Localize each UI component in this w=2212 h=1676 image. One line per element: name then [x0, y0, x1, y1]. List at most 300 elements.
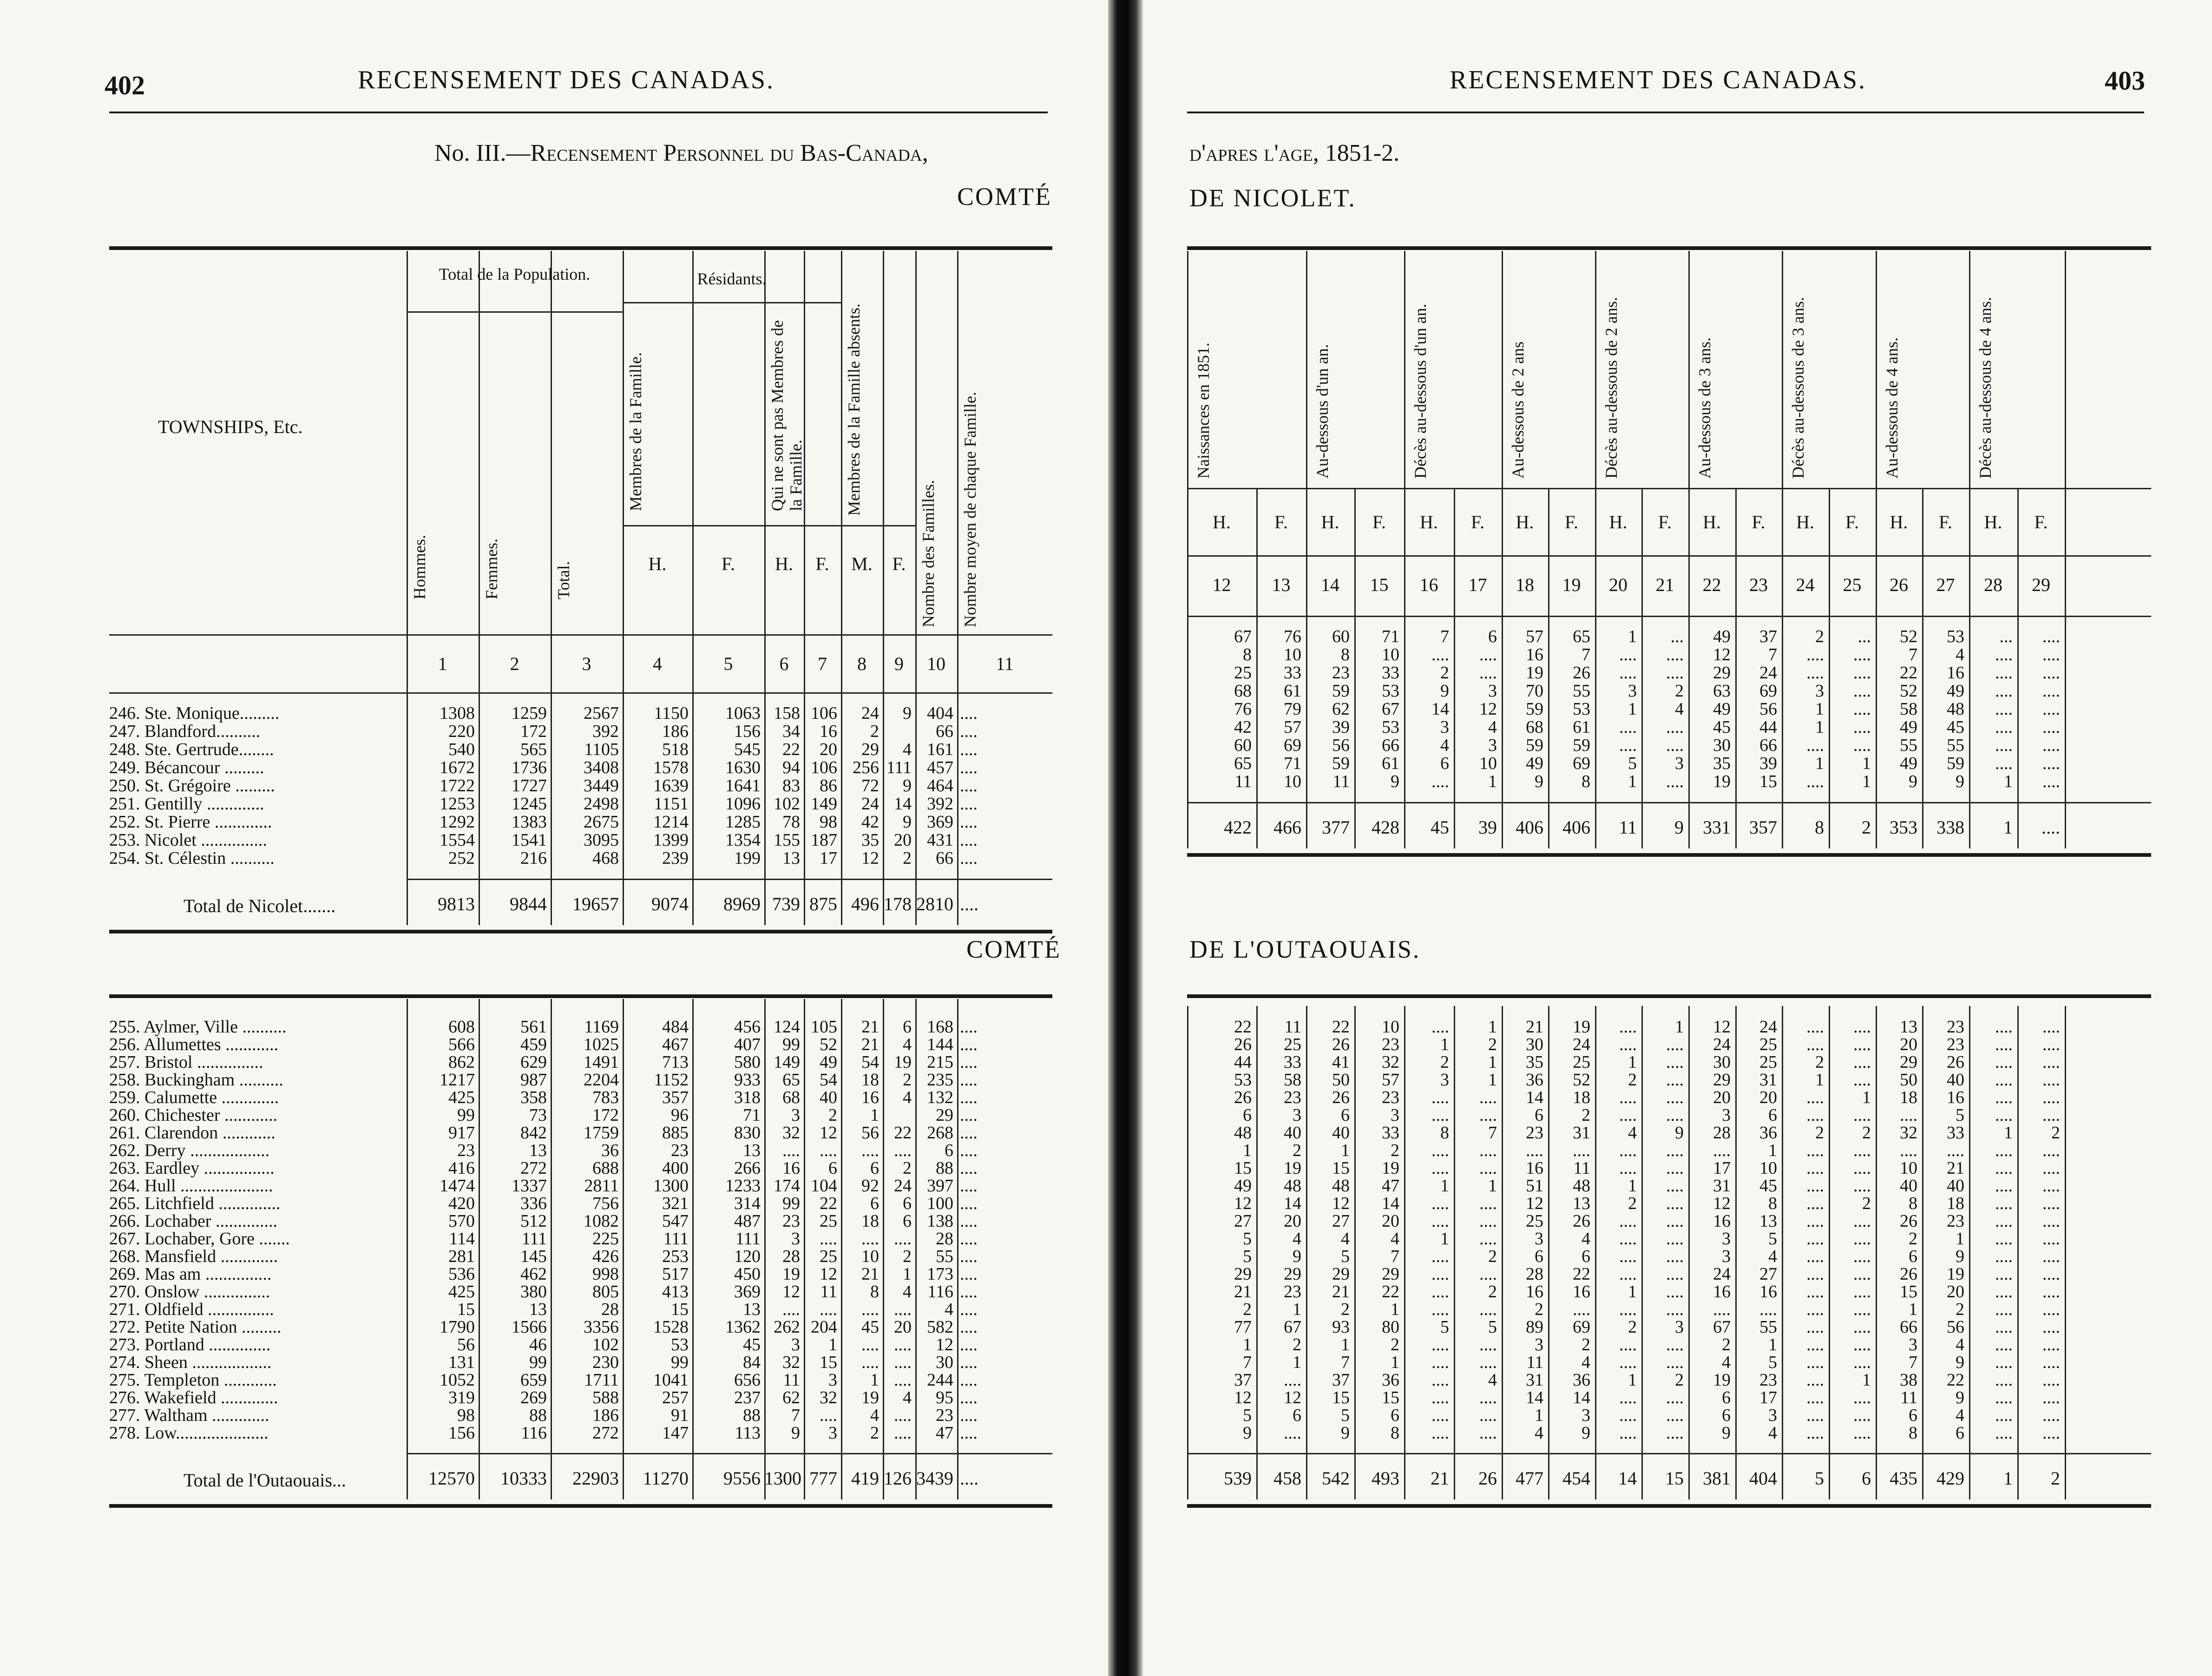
table-cell: ....	[1853, 1035, 1871, 1054]
table-cell: 9	[903, 776, 912, 795]
table-cell: 4	[903, 1282, 912, 1301]
table-cell: 15	[1234, 1158, 1252, 1178]
table-cell: 10	[1382, 1017, 1399, 1037]
table-cell: ....	[1995, 1406, 2013, 1425]
table-cell: 545	[734, 740, 761, 759]
column-rule	[915, 251, 917, 697]
total-cell: 6	[1862, 1468, 1871, 1489]
table-cell: 4	[1768, 1247, 1777, 1266]
table-cell: 1	[1391, 1353, 1399, 1372]
table-cell: 12	[820, 1123, 837, 1143]
table-cell: 19	[782, 1264, 800, 1284]
table-cell: 58	[1284, 1070, 1301, 1090]
table-cell: 50	[1332, 1070, 1350, 1090]
table-cell: 2	[1341, 1300, 1350, 1319]
table-cell: 42	[1234, 717, 1252, 737]
table-cell: 580	[734, 1052, 761, 1072]
table-cell: 69	[1573, 754, 1590, 773]
table-cell: ....	[1806, 1035, 1824, 1054]
table-cell: 4	[1768, 1423, 1777, 1443]
table-cell: ....	[960, 1300, 978, 1319]
column-rule	[551, 692, 552, 925]
table-cell: 6	[1341, 1105, 1350, 1125]
table-cell: 10	[1759, 1158, 1777, 1178]
column-rule	[1735, 488, 1737, 616]
total-cell: 739	[772, 894, 800, 914]
subheader-label: F.	[1752, 512, 1766, 532]
table-cell: 281	[448, 1247, 475, 1266]
table-title	[434, 139, 928, 167]
table-cell: 5	[1243, 1229, 1252, 1249]
table-cell: 32	[820, 1388, 837, 1407]
table-cell: ....	[1479, 1423, 1497, 1443]
table-cell: 40	[1900, 1176, 1917, 1196]
table-cell: 6	[903, 1211, 912, 1231]
table-cell: ....	[1806, 1406, 1824, 1425]
table-cell: 98	[457, 1406, 475, 1425]
table-cell: 23	[936, 1406, 953, 1425]
table-cell: 120	[734, 1247, 761, 1266]
row-label: 266. Lochaber ..............	[109, 1212, 277, 1230]
table-cell: 199	[734, 848, 761, 868]
table-cell: 2	[1956, 1300, 1964, 1319]
total-row-label: Total de Nicolet.......	[184, 895, 336, 916]
table-cell: 172	[592, 1105, 619, 1125]
table-cell: ....	[1431, 1211, 1449, 1231]
table-cell: 536	[448, 1264, 475, 1284]
table-cell: 66	[1900, 1317, 1917, 1337]
table-cell: 14	[1526, 1388, 1543, 1407]
table-cell: 86	[820, 776, 837, 795]
table-cell: 49	[1947, 681, 1964, 701]
total-cell: 331	[1703, 817, 1731, 838]
column-rule	[764, 251, 766, 697]
table-cell: 111	[521, 1229, 547, 1249]
column-rule	[1187, 1006, 1188, 1499]
column-rule	[479, 251, 480, 697]
table-cell: 66	[1759, 736, 1777, 755]
table-cell: ....	[960, 703, 978, 723]
table-cell: 19	[861, 1388, 879, 1407]
total-cell: 454	[1562, 1468, 1590, 1489]
table-cell: 6	[903, 1194, 912, 1213]
table-cell: ....	[1995, 1070, 2013, 1090]
table-cell: 186	[592, 1406, 619, 1425]
table-cell: ....	[1995, 1229, 2013, 1249]
table-cell: ....	[1806, 772, 1824, 791]
table-cell: 5	[1488, 1317, 1497, 1337]
table-cell: 29	[1284, 1264, 1301, 1284]
table-cell: 517	[662, 1264, 689, 1284]
column-rule	[1735, 1006, 1737, 1499]
column-header-8: Au-dessous de 4 ans.	[1883, 337, 1901, 479]
table-cell: ....	[960, 1176, 978, 1196]
table-cell: ....	[960, 1088, 978, 1107]
table-cell: 38	[1900, 1370, 1917, 1390]
column-rule	[1404, 616, 1405, 848]
table-cell: 116	[927, 1282, 953, 1301]
table-cell: 52	[1900, 627, 1917, 646]
table-cell: ....	[2042, 1388, 2060, 1407]
table-cell: 33	[1284, 1052, 1301, 1072]
table-cell: 3	[1391, 1105, 1399, 1125]
table-cell: 13	[782, 848, 800, 868]
row-label: 246. Ste. Monique.........	[109, 704, 280, 723]
column-rule	[1354, 1006, 1356, 1499]
table-cell: ....	[1431, 1105, 1449, 1125]
table-cell: ....	[2042, 1158, 2060, 1178]
table-cell: ....	[782, 1141, 800, 1160]
column-header-5: Décès au-dessous de 2 ans.	[1602, 297, 1621, 479]
table-cell: ....	[1479, 645, 1497, 664]
table-cell: 26	[1573, 1211, 1590, 1231]
table-cell: 24	[1713, 1035, 1731, 1054]
table-cell: ....	[1619, 1264, 1637, 1284]
total-cell: 11270	[643, 1468, 689, 1489]
table-cell: 29	[1900, 1052, 1917, 1072]
table-cell: ....	[1995, 1300, 2013, 1319]
table-cell: 3	[1293, 1105, 1301, 1125]
table-cell: 156	[734, 722, 761, 741]
table-cell: 1	[1862, 754, 1871, 773]
table-cell: 12	[1713, 1194, 1731, 1213]
table-cell: 4	[1488, 1370, 1497, 1390]
table-cell: 4	[1582, 1353, 1590, 1372]
table-cell: 7	[1768, 645, 1777, 664]
table-cell: 413	[662, 1282, 689, 1301]
total-cell: 338	[1936, 817, 1964, 838]
table-cell: 4	[1391, 1229, 1399, 1249]
table-cell: 237	[734, 1388, 761, 1407]
column-number: 28	[1984, 574, 2002, 595]
column-rule	[1969, 251, 1970, 616]
table-title-number: No. III.—	[434, 140, 531, 166]
table-cell: ....	[960, 1406, 978, 1425]
table-cell: ....	[1995, 1052, 2013, 1072]
total-cell: 875	[809, 894, 837, 914]
row-label: 278. Low.....................	[109, 1424, 269, 1442]
total-cell: 5	[1815, 1468, 1824, 1489]
column-rule	[1641, 1006, 1643, 1499]
table-title-text: Recensement Personnel du Bas-Canada,	[530, 140, 928, 166]
total-cell: ....	[2041, 817, 2060, 838]
table-cell: 7	[1341, 1353, 1350, 1372]
table-cell: 16	[782, 1158, 800, 1178]
table-cell: ....	[1431, 772, 1449, 791]
table-cell: 33	[1382, 663, 1399, 683]
table-cell: 24	[861, 794, 879, 814]
table-cell: 3356	[584, 1317, 619, 1337]
table-cell: 3	[1909, 1335, 1917, 1354]
table-cell: 216	[520, 848, 547, 868]
table-cell: ....	[2042, 1105, 2060, 1125]
table-cell: ....	[894, 1335, 912, 1354]
table-cell: 29	[1234, 1264, 1252, 1284]
table-cell: 49	[1234, 1176, 1252, 1196]
table-cell: 1	[1488, 1176, 1497, 1196]
table-cell: 4	[1956, 1335, 1964, 1354]
table-cell: 13	[1900, 1017, 1917, 1037]
row-label: 249. Bécancour .........	[109, 758, 264, 777]
table-cell: 3	[1535, 1335, 1543, 1354]
table-cell: 48	[1284, 1176, 1301, 1196]
table-cell: ....	[1806, 1158, 1824, 1178]
table-cell: 92	[861, 1176, 879, 1196]
table-cell: 688	[592, 1158, 619, 1178]
table-cell: 1245	[512, 794, 547, 814]
table-cell: 168	[927, 1017, 953, 1037]
column-number: 24	[1796, 574, 1815, 595]
table-cell: 2	[1675, 681, 1684, 701]
table-cell: 12	[861, 848, 879, 868]
table-cell: 272	[592, 1423, 619, 1443]
row-label: 247. Blandford..........	[109, 722, 261, 741]
table-cell: 89	[1526, 1317, 1543, 1337]
table-cell: 10	[1284, 645, 1301, 664]
comte-label-2: COMTÉ	[966, 935, 1061, 963]
running-head-left: RECENSEMENT DES CANADAS.	[358, 66, 775, 94]
table-cell: 2	[1488, 1035, 1497, 1054]
table-cell: 66	[936, 722, 953, 741]
table-cell: 987	[520, 1070, 547, 1090]
table-cell: 756	[592, 1194, 619, 1213]
table-cell: ....	[1666, 1423, 1684, 1443]
column-rule	[1922, 488, 1923, 616]
table-cell: 862	[448, 1052, 475, 1072]
table-cell: 518	[662, 740, 689, 759]
column-rule	[841, 251, 842, 697]
table-cell: 57	[1382, 1070, 1399, 1090]
table-cell: 1	[1862, 1088, 1871, 1107]
column-rule	[1782, 616, 1783, 848]
table-cell: 1790	[440, 1317, 475, 1337]
table-cell: 6	[1722, 1388, 1731, 1407]
table-cell: 1052	[440, 1370, 475, 1390]
table-cell: ...	[1670, 627, 1684, 646]
table-cell: 17	[1713, 1158, 1731, 1178]
table-cell: ....	[1666, 1158, 1684, 1178]
table-cell: 2	[1243, 1300, 1252, 1319]
table-cell: 4	[1535, 1423, 1543, 1443]
table-cell: 16	[1526, 645, 1543, 664]
table-cell: 7	[1582, 645, 1590, 664]
table-cell: 26	[1573, 663, 1590, 683]
table-cell: 8	[1391, 1423, 1399, 1443]
table-cell: 268	[927, 1123, 953, 1143]
column-number: 5	[723, 653, 733, 674]
total-cell: 9813	[438, 894, 475, 914]
table-cell: 6	[1535, 1105, 1543, 1125]
total-cell: 21	[1431, 1468, 1449, 1489]
total-cell: 11	[1619, 817, 1637, 838]
table-cell: 28	[1526, 1264, 1543, 1284]
table-cell: ....	[1479, 1406, 1497, 1425]
table-cell: ....	[1806, 1194, 1824, 1213]
table-cell: ....	[960, 1335, 978, 1354]
table-cell: 8	[870, 1282, 879, 1301]
table-cell: 21	[1332, 1282, 1350, 1301]
table-cell: ....	[1853, 699, 1871, 719]
table-cell: ....	[960, 722, 978, 741]
table-cell: 59	[1947, 754, 1964, 773]
table-cell: 713	[662, 1052, 689, 1072]
table-cell: 155	[774, 830, 800, 850]
table-cell: 30	[1713, 736, 1731, 755]
table-cell: 47	[1382, 1176, 1399, 1196]
table-cell: ....	[1573, 1300, 1590, 1319]
table-cell: 25	[1234, 663, 1252, 683]
table-cell: ....	[1619, 1141, 1637, 1160]
table-cell: ....	[1806, 663, 1824, 683]
table-cell: 68	[782, 1088, 800, 1107]
table-cell: 225	[592, 1229, 619, 1249]
table-cell: ....	[1806, 1388, 1824, 1407]
column-rule	[841, 692, 842, 925]
table-cell: 4	[945, 1300, 953, 1319]
total-cell: 422	[1224, 817, 1252, 838]
table-cell: 8	[1341, 645, 1350, 664]
row-label: 256. Allumettes ............	[109, 1035, 279, 1054]
table-cell: 44	[1234, 1052, 1252, 1072]
table-cell: 39	[1332, 717, 1350, 737]
table-cell: 33	[1284, 663, 1301, 683]
table-cell: 6	[903, 1017, 912, 1037]
table-cell: 484	[662, 1017, 689, 1037]
table-cell: 2	[1722, 1335, 1731, 1354]
table-cell: 1214	[653, 812, 689, 832]
table-cell: 15	[1382, 1388, 1399, 1407]
table-cell: ....	[1806, 645, 1824, 664]
table-cell: ....	[1995, 1035, 2013, 1054]
table-cell: 28	[782, 1247, 800, 1266]
table-cell: 16	[1526, 1282, 1543, 1301]
column-rule	[1969, 616, 1970, 848]
column-rule	[764, 1006, 766, 1499]
table-cell: 14	[894, 794, 912, 814]
table-cell: 4	[1956, 1406, 1964, 1425]
table-cell: 3	[1675, 754, 1684, 773]
subheader-label: H.	[1703, 512, 1721, 532]
table-cell: 66	[936, 848, 953, 868]
table-cell: 933	[734, 1070, 761, 1090]
table-cell: 10	[1284, 772, 1301, 791]
table-cell: ....	[1619, 1300, 1637, 1319]
table-cell: 10	[1382, 645, 1399, 664]
row-label: 276. Wakefield .............	[109, 1388, 278, 1407]
table-cell: 369	[734, 1282, 761, 1301]
column-rule	[1688, 1006, 1690, 1499]
table-cell: ....	[960, 812, 978, 832]
table-cell: 1217	[440, 1070, 475, 1090]
table-cell: 174	[774, 1176, 800, 1196]
table-cell: 60	[1234, 736, 1252, 755]
table-cell: 3449	[584, 776, 619, 795]
table-cell: 1	[1488, 1070, 1497, 1090]
table-cell: 186	[662, 722, 689, 741]
table-cell: ....	[2042, 1423, 2060, 1443]
table-cell: ....	[960, 1211, 978, 1231]
table-cell: 68	[1526, 717, 1543, 737]
table-cell: 1	[1628, 627, 1637, 646]
table-cell: 6	[1956, 1423, 1964, 1443]
table-cell: ....	[1573, 1141, 1590, 1160]
table-cell: 407	[734, 1035, 761, 1054]
right-page	[1141, 0, 2212, 1676]
table-bottom-rule	[1187, 853, 2151, 857]
table-cell: ....	[960, 758, 978, 777]
table-cell: 32	[782, 1123, 800, 1143]
table-cell: ....	[960, 1229, 978, 1249]
table-cell: ....	[2042, 1211, 2060, 1231]
column-rule	[1306, 1006, 1307, 1499]
table-cell: 26	[1332, 1088, 1350, 1107]
column-number: 9	[894, 653, 904, 674]
table-cell: 11	[783, 1370, 800, 1390]
table-cell: ....	[2042, 754, 2060, 773]
table-cell: ....	[960, 830, 978, 850]
table-cell: 15	[1332, 1388, 1350, 1407]
table-cell: 147	[662, 1423, 689, 1443]
table-cell: 369	[927, 812, 953, 832]
table-cell: 36	[601, 1141, 619, 1160]
column-rule	[1595, 616, 1596, 848]
table-cell: 4	[870, 1406, 879, 1425]
table-cell: 44	[1759, 717, 1777, 737]
table-cell: ....	[1431, 1141, 1449, 1160]
table-cell: 1041	[653, 1370, 689, 1390]
table-cell: 23	[1382, 1088, 1399, 1107]
table-cell: 3	[1722, 1229, 1731, 1249]
table-cell: 9	[1243, 1423, 1252, 1443]
table-cell: 65	[782, 1070, 800, 1090]
table-cell: ....	[960, 1388, 978, 1407]
table-cell: 566	[448, 1035, 475, 1054]
table-cell: 4	[1582, 1229, 1590, 1249]
table-cell: 30	[1526, 1035, 1543, 1054]
table-cell: 3	[1535, 1229, 1543, 1249]
row-label: 255. Aylmer, Ville ..........	[109, 1018, 287, 1036]
table-cell: 69	[1573, 1317, 1590, 1337]
table-cell: 88	[529, 1406, 547, 1425]
table-cell: ....	[1759, 1300, 1777, 1319]
table-cell: ....	[960, 794, 978, 814]
column-rule	[2017, 616, 2019, 848]
table-cell: 2	[1628, 1194, 1637, 1213]
table-cell: ....	[1431, 1370, 1449, 1390]
table-cell: 5	[1768, 1229, 1777, 1249]
table-cell: 1727	[512, 776, 547, 795]
table-cell: 60	[1332, 627, 1350, 646]
table-cell: 61	[1573, 717, 1590, 737]
column-rule	[1306, 251, 1307, 616]
total-cell: 542	[1322, 1468, 1350, 1489]
table-cell: 77	[1234, 1317, 1252, 1337]
table-cell: 11	[1573, 1158, 1590, 1178]
table-cell: ....	[1995, 1335, 2013, 1354]
table-cell: 629	[520, 1052, 547, 1072]
table-cell: 100	[927, 1194, 953, 1213]
table-cell: 29	[861, 740, 879, 759]
table-cell: 55	[1573, 681, 1590, 701]
table-top-rule	[1187, 246, 2151, 250]
table-cell: 70	[1526, 681, 1543, 701]
column-rule	[957, 692, 958, 925]
table-cell: 1722	[440, 776, 475, 795]
table-cell: 49	[1713, 627, 1731, 646]
table-cell: 83	[782, 776, 800, 795]
column-rule	[1404, 1006, 1405, 1499]
table-cell: ....	[1806, 1211, 1824, 1231]
